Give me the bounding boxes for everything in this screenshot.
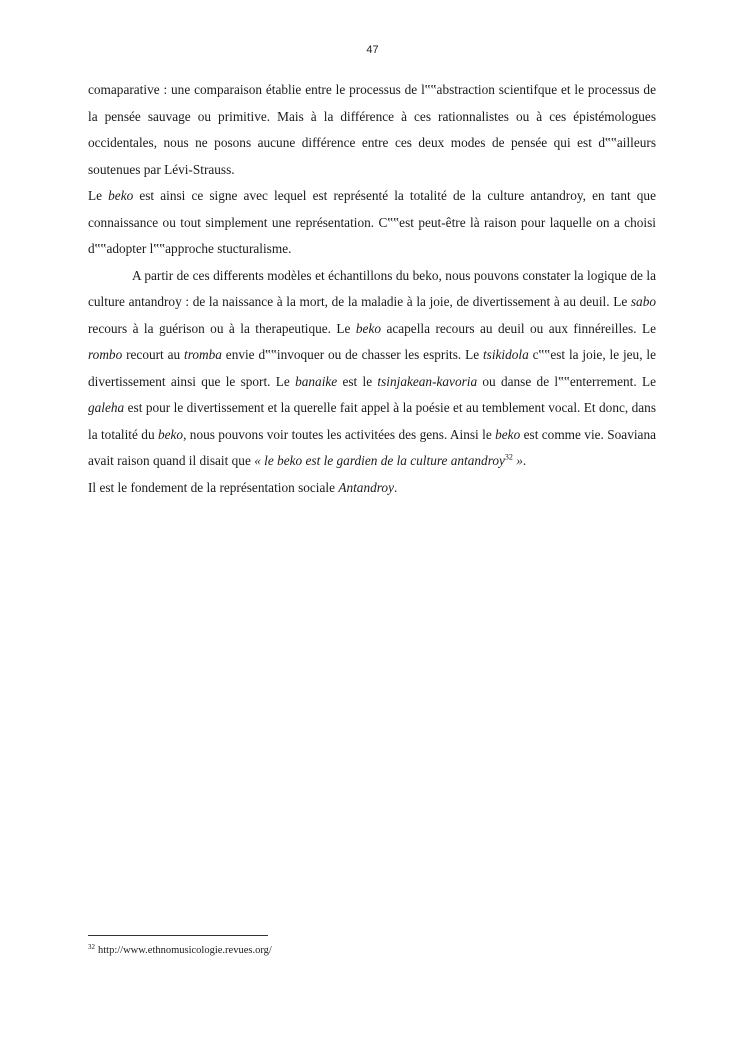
footnote-url[interactable]: http://www.ethnomusicologie.revues.org/ xyxy=(98,945,272,956)
term-tsikidola: tsikidola xyxy=(482,347,529,362)
body-text xyxy=(88,77,656,501)
text-run: recourt au xyxy=(122,347,184,362)
text-run: recours à la guérison ou à la therapeutique. Le xyxy=(88,320,356,336)
term-galeha: galeha xyxy=(88,400,125,415)
term-beko: beko xyxy=(157,426,184,442)
text-run: Il est le fondement de la représentation sociale xyxy=(88,479,339,495)
text-run: c‟‟est la joie, le jeu, le divertissement ainsi que le sport. Le xyxy=(88,347,656,389)
text-run: envie d‟‟invoquer ou de chasser les esprits. Le xyxy=(221,347,483,362)
footnote xyxy=(88,944,272,958)
term-beko: beko xyxy=(495,426,521,442)
paragraph-2 xyxy=(88,183,656,263)
footnote-separator xyxy=(88,935,268,936)
term-tromba: tromba xyxy=(184,347,222,362)
page-number: 47 xyxy=(366,44,379,56)
footnote-reference[interactable]: 32 xyxy=(504,452,513,462)
text-run: A partir de ces differents modèles et échantillons du beko, nous pouvons constater la logique de la culture antandroy : de la naissance à la mort, de la maladie à la joie, de divertissement à au deuil. Le xyxy=(88,267,656,309)
term-rombo: rombo xyxy=(88,347,123,362)
text-run: est comme vie. Soaviana avait raison quand il disait que xyxy=(88,426,656,468)
text-run: . xyxy=(522,453,527,468)
paragraph-4 xyxy=(88,475,656,502)
text-run: est le xyxy=(337,373,378,389)
term-tsinjakean-kavoria: tsinjakean-kavoria xyxy=(377,373,478,389)
quotation: « le beko est le gardien de la culture antandroy xyxy=(254,453,505,468)
quotation-close: » xyxy=(512,453,523,468)
text-run: Le xyxy=(88,188,109,203)
text-run: est pour le divertissement et la querelle fait appel à la poésie et au temblement vocal. Et donc, dans la totalité du xyxy=(88,400,656,442)
text-run: est ainsi ce signe avec lequel est représenté la totalité de la culture antandroy, en tant que connaissance ou tout simplement une représentation. C‟‟est peut-être là raison pour laquelle on a choisi d‟‟adopter l‟‟approche stucturalisme. xyxy=(88,188,656,256)
paragraph-3 xyxy=(88,263,656,475)
text-run: , nous pouvons voir toutes les activitées des gens. Ainsi le xyxy=(183,426,496,442)
footnote-number: 32 xyxy=(88,942,95,951)
term-banaike: banaike xyxy=(295,373,338,389)
term-sabo: sabo xyxy=(630,294,656,309)
text-run: acapella recours au deuil ou aux finnéreilles. Le xyxy=(381,320,657,336)
term-beko: beko xyxy=(108,188,134,203)
text-run: ou danse de l‟‟enterrement. Le xyxy=(477,373,656,389)
text-run: . xyxy=(393,479,398,495)
term-beko: beko xyxy=(355,320,382,336)
term-antandroy: Antandroy xyxy=(338,479,394,495)
paragraph-1: comaparative : une comparaison établie entre le processus de l‟‟abstraction scientifque et le processus de la pensée sauvage ou primitive. Mais à la différence à ces rationnalistes ou à ces épistémologues occidentales, nous ne posons aucune différence entre ces deux modes de pensée qui est d‟‟ailleurs soutenues par Lévi-Strauss. xyxy=(88,82,656,177)
